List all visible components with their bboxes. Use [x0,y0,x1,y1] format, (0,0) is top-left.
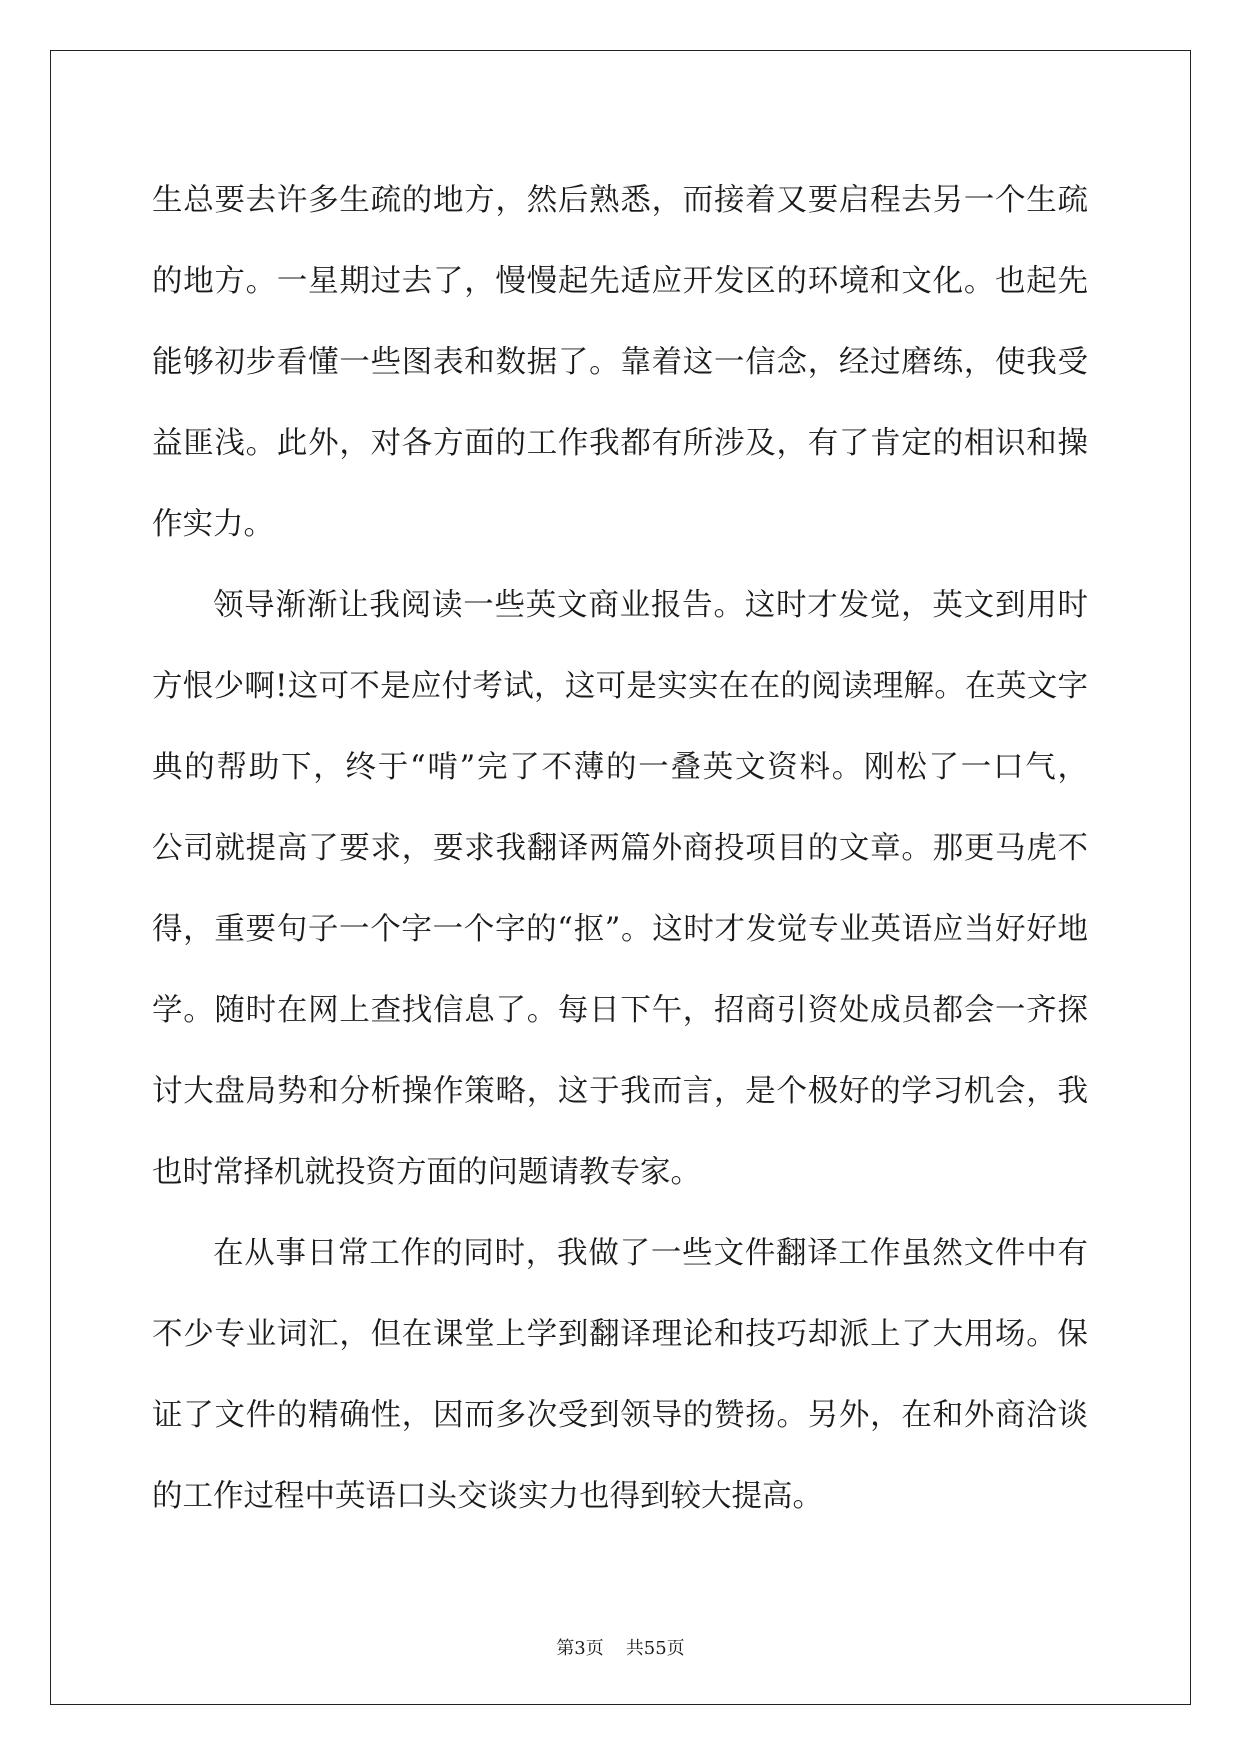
text-line: 的工作过程中英语口头交谈实力也得到较大提高。 [152,1479,823,1514]
text-line: 讨大盘局势和分析操作策略，这于我而言，是个极好的学习机会，我 [152,1074,1088,1109]
text-line: 学。随时在网上查找信息了。每日下午，招商引资处成员都会一齐探 [152,993,1088,1028]
text-line: 也时常择机就投资方面的问题请教专家。 [152,1155,701,1190]
document-body [152,160,1088,1537]
text-line: 证了文件的精确性，因而多次受到领导的赞扬。另外，在和外商洽谈 [152,1398,1088,1433]
text-line: 益匪浅。此外，对各方面的工作我都有所涉及，有了肯定的相识和操 [152,426,1088,461]
text-line: 的地方。一星期过去了，慢慢起先适应开发区的环境和文化。也起先 [152,264,1088,299]
paragraph [152,565,1088,1213]
paragraph [152,160,1088,565]
text-line: 公司就提高了要求，要求我翻译两篇外商投项目的文章。那更马虎不 [152,831,1088,866]
text-line: 领导渐渐让我阅读一些英文商业报告。这时才发觉，英文到用时 [213,588,1088,623]
page-footer [0,1634,1241,1660]
paragraph [152,1213,1088,1537]
text-line: 典的帮助下，终于“啃”完了不薄的一叠英文资料。刚松了一口气， [152,750,1088,785]
text-line: 在从事日常工作的同时，我做了一些文件翻译工作虽然文件中有 [213,1236,1088,1271]
page-total: 共55页 [625,1638,685,1659]
text-line: 生总要去许多生疏的地方，然后熟悉，而接着又要启程去另一个生疏 [152,183,1088,218]
text-line: 作实力。 [152,507,274,542]
text-line: 能够初步看懂一些图表和数据了。靠着这一信念，经过磨练，使我受 [152,345,1088,380]
page-number: 第3页 [556,1638,604,1659]
text-line: 不少专业词汇，但在课堂上学到翻译理论和技巧却派上了大用场。保 [152,1317,1088,1352]
text-line: 得，重要句子一个字一个字的“抠”。这时才发觉专业英语应当好好地 [152,912,1088,947]
text-line: 方恨少啊!这可不是应付考试，这可是实实在在的阅读理解。在英文字 [152,669,1088,704]
